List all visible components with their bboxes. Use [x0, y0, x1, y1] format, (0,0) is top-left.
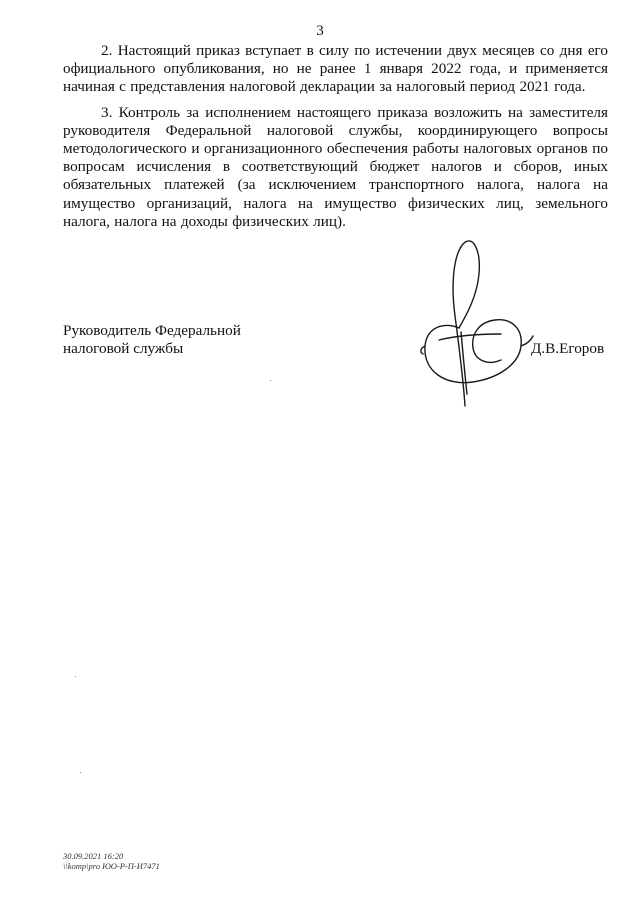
scan-speck — [75, 676, 76, 677]
signer-title-line-2: налоговой службы — [63, 340, 184, 357]
footer-stamp — [63, 851, 160, 871]
paragraph-3: 3. Контроль за исполнением настоящего приказа возложить на заместителя руководителя Федеральной налоговой службы, координирующего вопросы методологического и организационного обеспечения работы налоговых органов по вопросам исчисления в соответствующий бюджет налогов и сборов, иных обязательных платежей (за исключением транспортного налога, налога на имущество организаций, налога на имущество физических лиц, земельного налога, налога на доходы физических лиц). — [63, 103, 608, 230]
signer-title-line-1: Руководитель Федеральной — [63, 322, 241, 339]
footer-file-path: \\komp\pro ЮО-Р-П-И7471 — [63, 861, 160, 871]
footer-timestamp: 30.09.2021 16:20 — [63, 851, 124, 861]
document-body — [63, 42, 608, 238]
scan-speck — [80, 772, 81, 773]
scan-speck — [270, 380, 271, 381]
page-number: 3 — [316, 23, 324, 39]
paragraph-2: 2. Настоящий приказ вступает в силу по истечении двух месяцев со дня его официального опубликования, но не ранее 1 января 2022 года, и применяется начиная с представления налоговой декларации за налоговый период 2021 года. — [63, 42, 608, 96]
signer-title — [63, 322, 241, 358]
signer-name: Д.В.Егоров — [531, 340, 605, 357]
handwritten-signature — [415, 236, 535, 411]
